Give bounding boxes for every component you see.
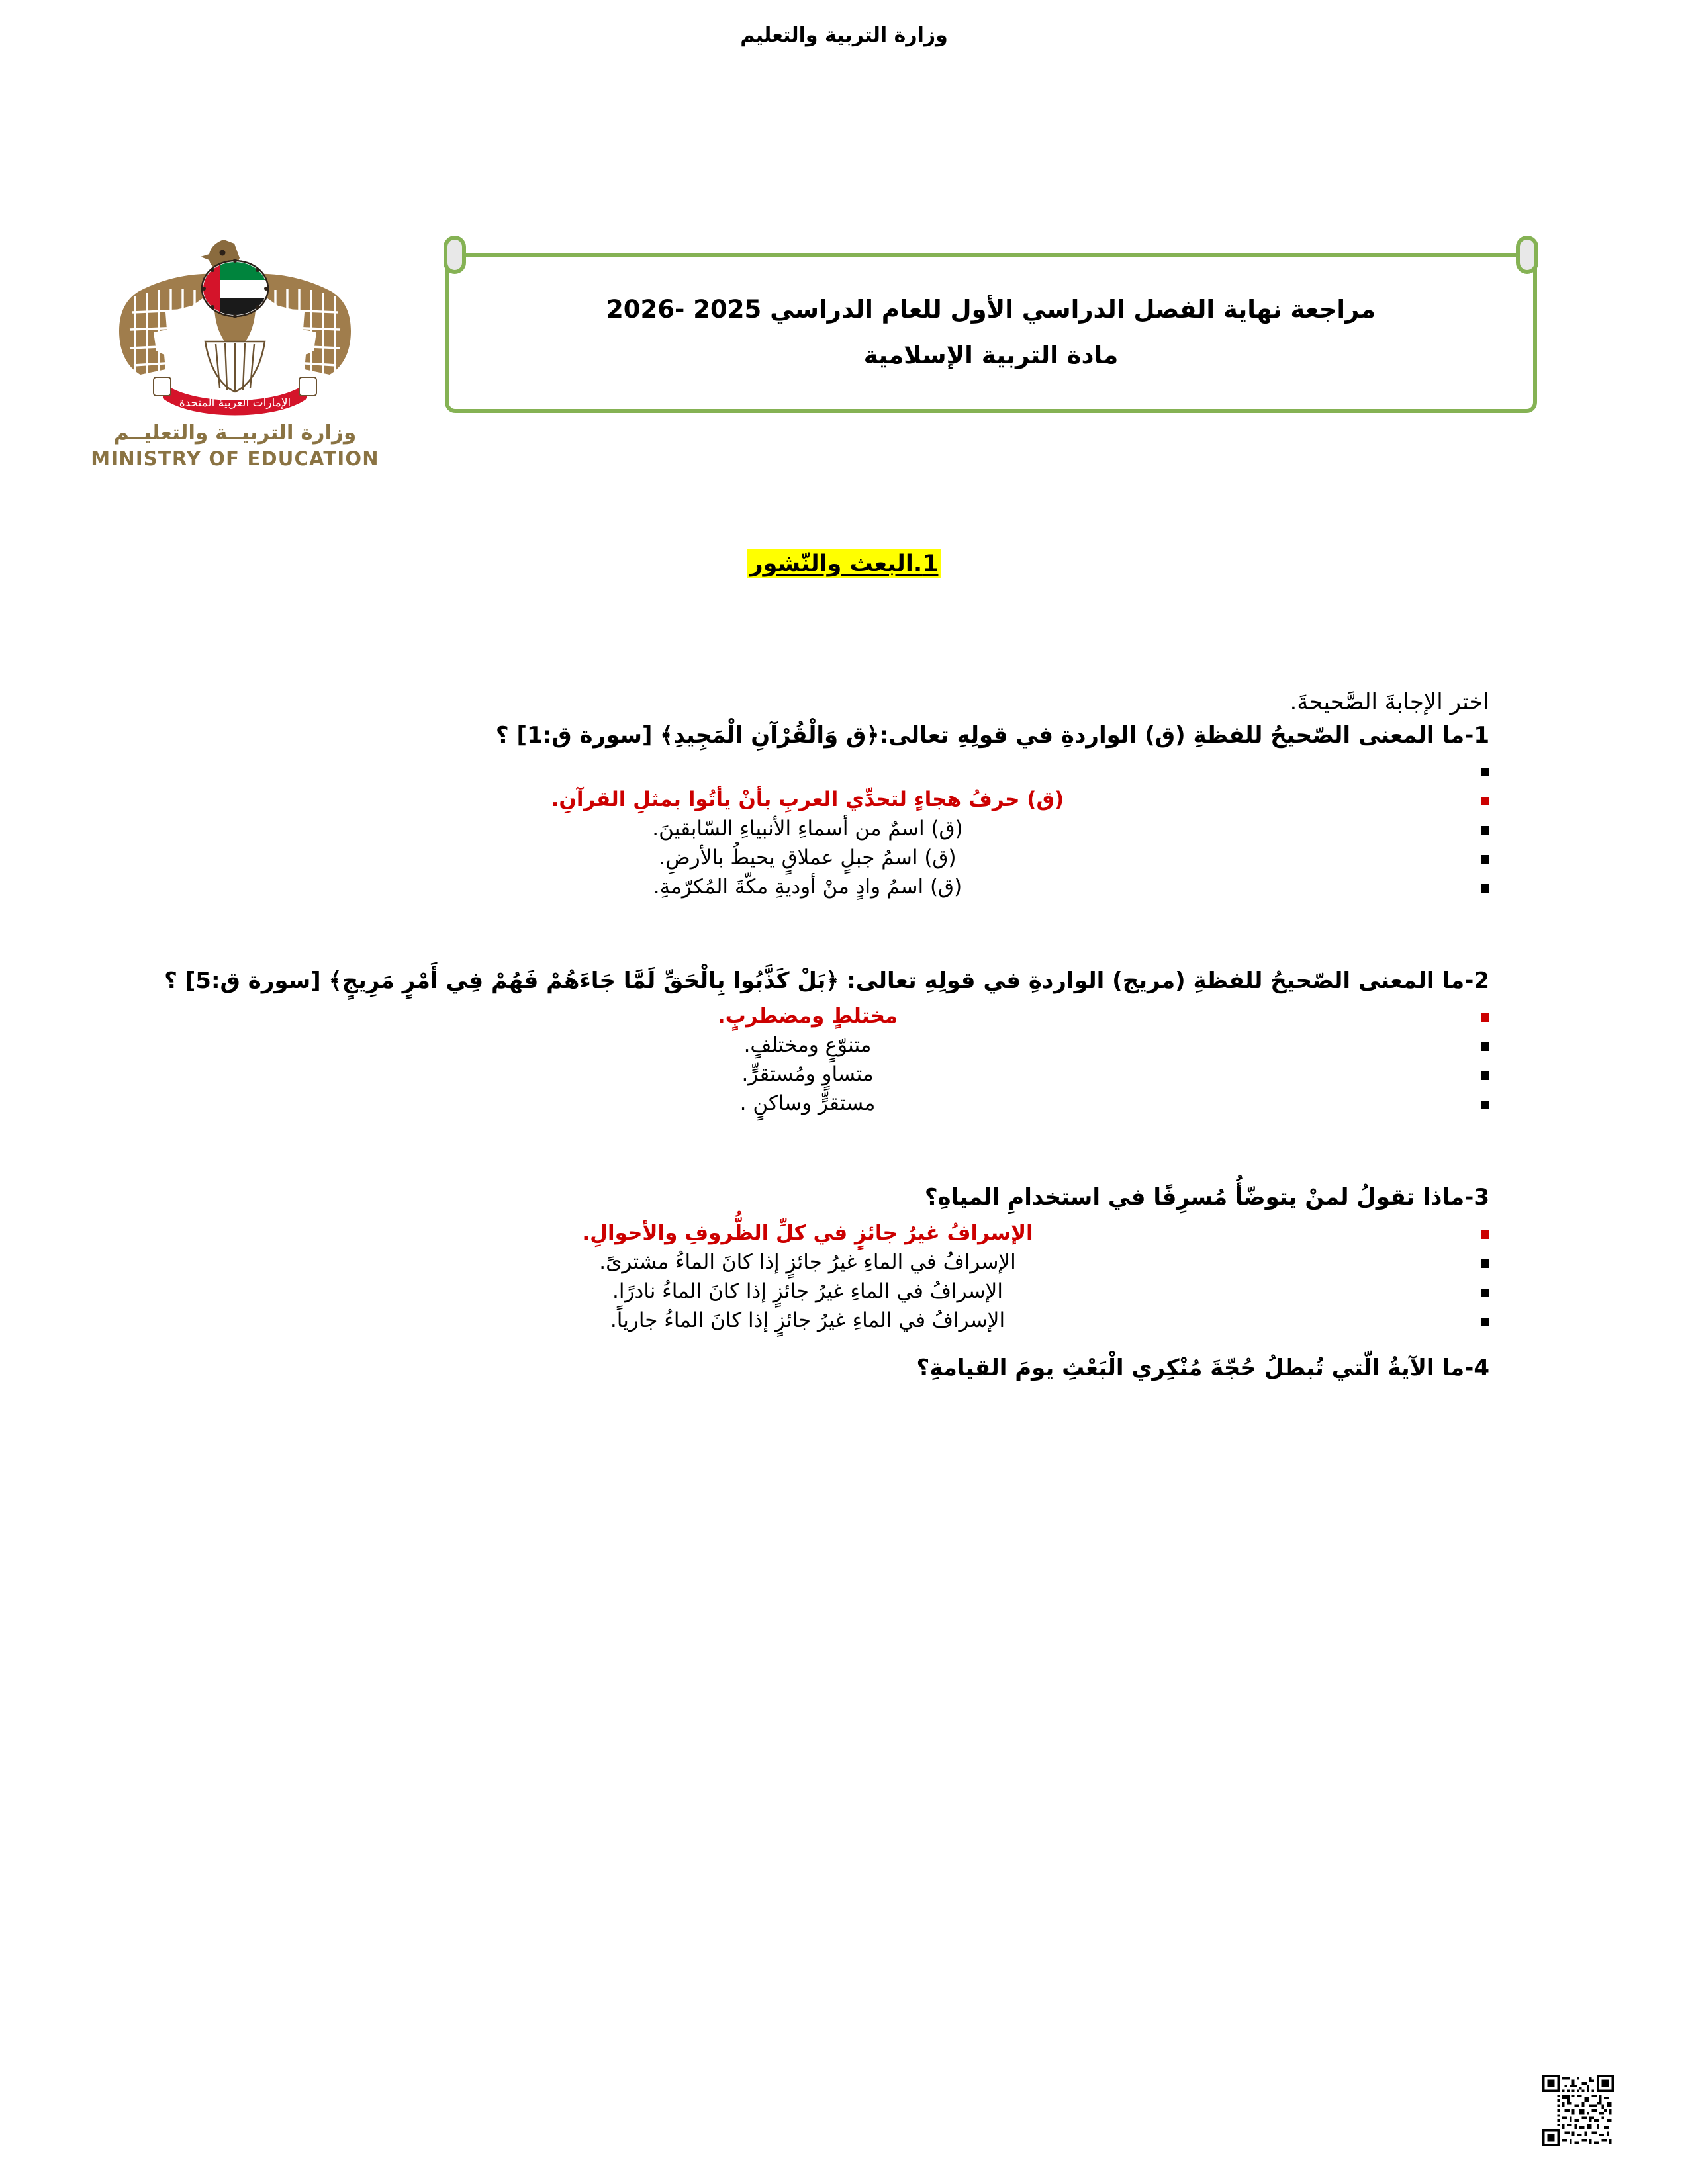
exam-title-box — [445, 253, 1537, 413]
option-item[interactable] — [126, 756, 1489, 785]
bullet-square-icon — [1481, 1042, 1489, 1051]
question-block-2 — [126, 965, 1489, 1118]
exam-title-line-2: مادة التربية الإسلامية — [863, 341, 1119, 369]
bullet-square-icon — [1481, 884, 1489, 893]
option-label: مختلطٍ ومضطربٍ. — [717, 1004, 898, 1028]
option-label: الإسرافُ في الماءِ غيرُ جائزٍ إذا كانَ الماءُ جارياً. — [610, 1308, 1006, 1332]
questions-body — [0, 688, 1688, 1385]
option-label: (ق) اسمٌ من أسماءِ الأنبياءِ السّابقينَ. — [652, 816, 963, 841]
question-block-4 — [126, 1352, 1489, 1385]
option-label: (ق) اسمُ جبلٍ عملاقٍ يحيطُ بالأرضِ. — [659, 845, 957, 870]
option-item[interactable] — [126, 1030, 1489, 1060]
option-item-correct[interactable] — [126, 1218, 1489, 1248]
option-item[interactable] — [126, 843, 1489, 872]
option-label: الإسرافُ في الماءِ غيرُ جائزٍ إذا كانَ الماءُ مشترىً. — [599, 1250, 1016, 1274]
bullet-square-icon — [1481, 1289, 1489, 1297]
question-block-3 — [126, 1181, 1489, 1334]
spacer — [126, 1118, 1489, 1181]
option-item[interactable] — [126, 814, 1489, 843]
emblem-band-text: الإمارات العربية المتحدة — [179, 396, 291, 410]
question-1-options — [126, 756, 1489, 901]
spacer — [126, 1335, 1489, 1352]
uae-falcon-emblem-icon — [93, 225, 377, 424]
question-4-text: 4-ما الآيةُ الّتي تُبطلُ حُجّةَ مُنْكِري الْبَعْثِ يومَ القيامةِ؟ — [916, 1354, 1489, 1381]
logo-arabic-name: وزارة التربيــة والتعليــم — [113, 421, 357, 445]
page-header-ministry-line: وزارة التربية والتعليم — [740, 24, 948, 47]
bullet-square-icon — [1481, 1101, 1489, 1109]
option-item[interactable] — [126, 1089, 1489, 1118]
question-2-text: 2-ما المعنى الصّحيحُ للفظةِ (مريج) الواردةِ في قولِهِ تعالى: ﴿بَلْ كَذَّبُوا بِالْحَقِّ لَمَّا جَاءَهُمْ فَهُمْ فِي أَمْرٍ مَرِيجٍ﴾ [سورة ق:5] ؟ — [164, 967, 1489, 994]
lesson-heading — [0, 551, 1688, 577]
option-label: متساوٍ ومُستقرٍّ. — [741, 1062, 874, 1087]
option-label: مستقرٍّ وساكنٍ . — [739, 1091, 876, 1116]
option-item[interactable] — [126, 1060, 1489, 1089]
bullet-square-icon — [1481, 768, 1489, 776]
question-block-1 — [126, 719, 1489, 901]
option-item[interactable] — [126, 872, 1489, 901]
option-label: متنوّعٍ ومختلفٍ. — [743, 1033, 872, 1058]
bullet-square-icon — [1481, 797, 1489, 805]
question-1-text: 1-ما المعنى الصّحيحُ للفظةِ (ق) الواردةِ في قولِهِ تعالى:﴿ق وَالْقُرْآنِ الْمَجِيدِ﴾ [سورة ق:1] ؟ — [495, 721, 1489, 749]
bullet-square-icon — [1481, 1318, 1489, 1326]
bullet-square-icon — [1481, 855, 1489, 864]
lesson-heading-text: 1.البعث والنّشور — [747, 549, 941, 578]
bullet-square-icon — [1481, 1230, 1489, 1239]
ministry-logo — [79, 225, 391, 490]
question-3-text: 3-ماذا تقولُ لمنْ يتوضّأُ مُسرِفًا في استخدامِ المياهِ؟ — [924, 1184, 1489, 1211]
option-label: (ق) حرفُ هجاءٍ لتحدِّي العربِ بأنْ يأتُوا بمثلِ القرآنِ. — [551, 787, 1064, 811]
option-label: الإسرافُ في الماءِ غيرُ جائزٍ إذا كانَ الماءُ نادرًا. — [612, 1279, 1003, 1303]
option-label: (ق) اسمُ وادٍ منْ أوديةِ مكّةَ المُكرّمةِ. — [653, 874, 962, 899]
question-3-options — [126, 1218, 1489, 1335]
exam-title-line-1: مراجعة نهاية الفصل الدراسي الأول للعام الدراسي 2025 -2026 — [606, 295, 1376, 324]
question-2-options — [126, 1001, 1489, 1118]
option-item[interactable] — [126, 1306, 1489, 1335]
bullet-square-icon — [1481, 826, 1489, 835]
bullet-square-icon — [1481, 1013, 1489, 1022]
option-item-correct[interactable] — [126, 1001, 1489, 1030]
option-item[interactable] — [126, 1277, 1489, 1306]
logo-english-name: MINISTRY OF EDUCATION — [91, 447, 379, 470]
qr-code-icon — [1542, 2075, 1614, 2146]
bullet-square-icon — [1481, 1071, 1489, 1080]
option-label: الإسرافُ غيرُ جائزٍ في كلِّ الظُّروفِ والأحوالِ. — [582, 1220, 1033, 1245]
instruction-text: اختر الإجابةَ الصَّحيحةَ. — [1289, 689, 1489, 715]
option-item[interactable] — [126, 1248, 1489, 1277]
option-item-correct[interactable] — [126, 785, 1489, 814]
bullet-square-icon — [1481, 1259, 1489, 1268]
spacer — [126, 901, 1489, 965]
